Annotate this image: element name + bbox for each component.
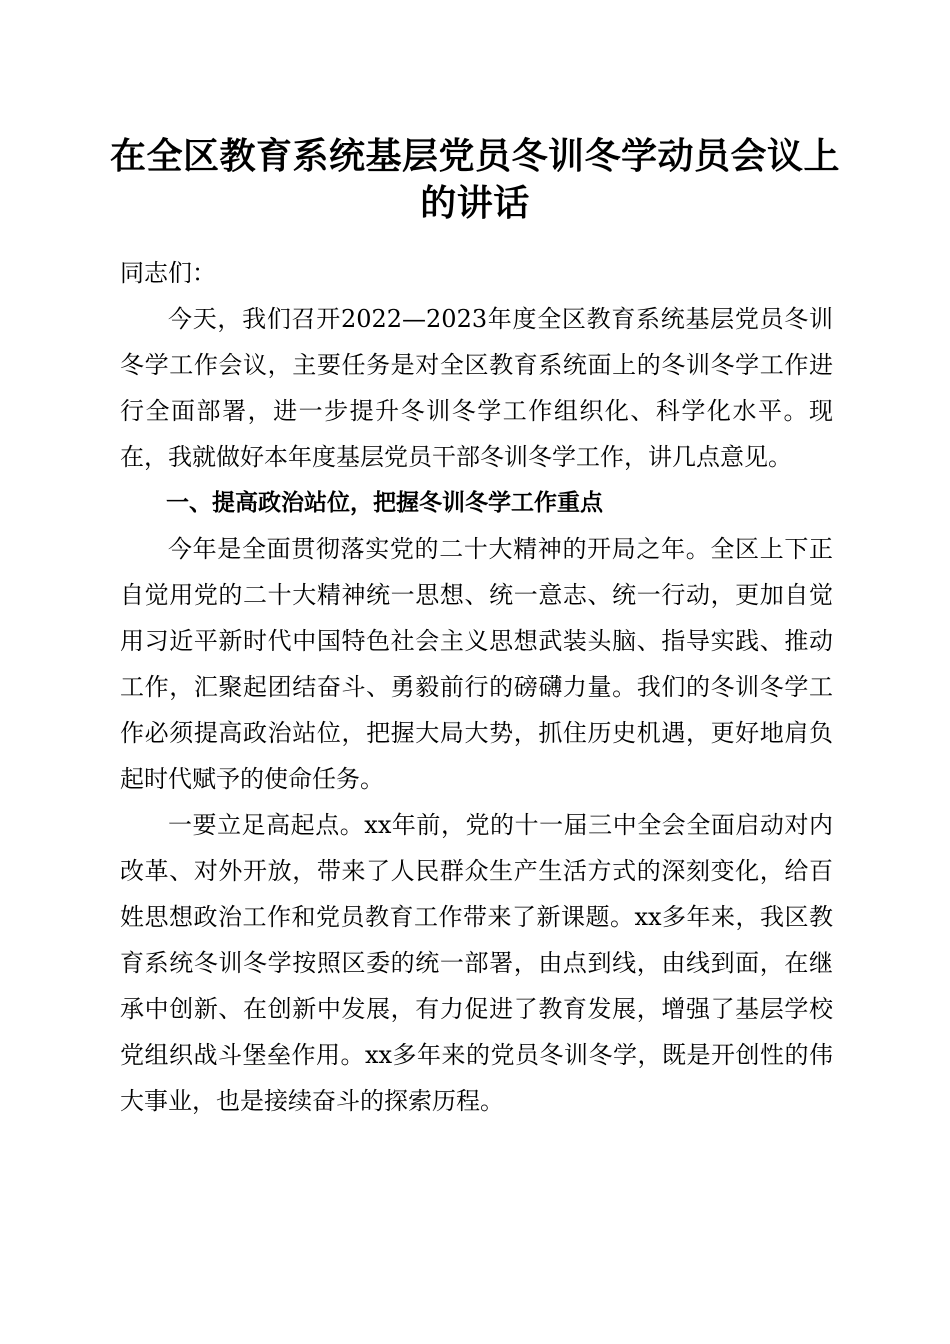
section-1-paragraph-2: 一要立足高起点。xx年前，党的十一届三中全会全面启动对内改革、对外开放，带来了人民群众生产生活方式的深刻变化，给百姓思想政治工作和党员教育工作带来了新课题。xx多年来，我区教育系统冬训冬学按照区委的统一部署，由点到线，由线到面，在继承中创新、在创新中发展，有力促进了教育发展，增强了基层学校党组织战斗堡垒作用。xx多年来的党员冬训冬学，既是开创性的伟大事业，也是接续奋斗的探索历程。 xyxy=(120,811,833,1115)
section-heading-1: 一、提高政治站位，把握冬训冬学工作重点 xyxy=(166,490,603,516)
document-title: 在全区教育系统基层党员冬训冬学动员会议上的讲话 xyxy=(109,135,840,224)
section-1-paragraph-1: 今年是全面贯彻落实党的二十大精神的开局之年。全区上下正自觉用党的二十大精神统一思想、统一意志、统一行动，更加自觉用习近平新时代中国特色社会主义思想武装头脑、指导实践、推动工作，汇聚起团结奋斗、勇毅前行的磅礴力量。我们的冬训冬学工作必须提高政治站位，把握大局大势，抓住历史机遇，更好地肩负起时代赋予的使命任务。 xyxy=(120,535,833,793)
intro-paragraph: 今天，我们召开2022—2023年度全区教育系统基层党员冬训冬学工作会议，主要任务是对全区教育系统面上的冬训冬学工作进行全面部署，进一步提升冬训冬学工作组织化、科学化水平。现在，我就做好本年度基层党员干部冬训冬学工作，讲几点意见。 xyxy=(120,305,833,471)
document-body xyxy=(120,250,833,1124)
salutation: 同志们： xyxy=(120,259,216,287)
